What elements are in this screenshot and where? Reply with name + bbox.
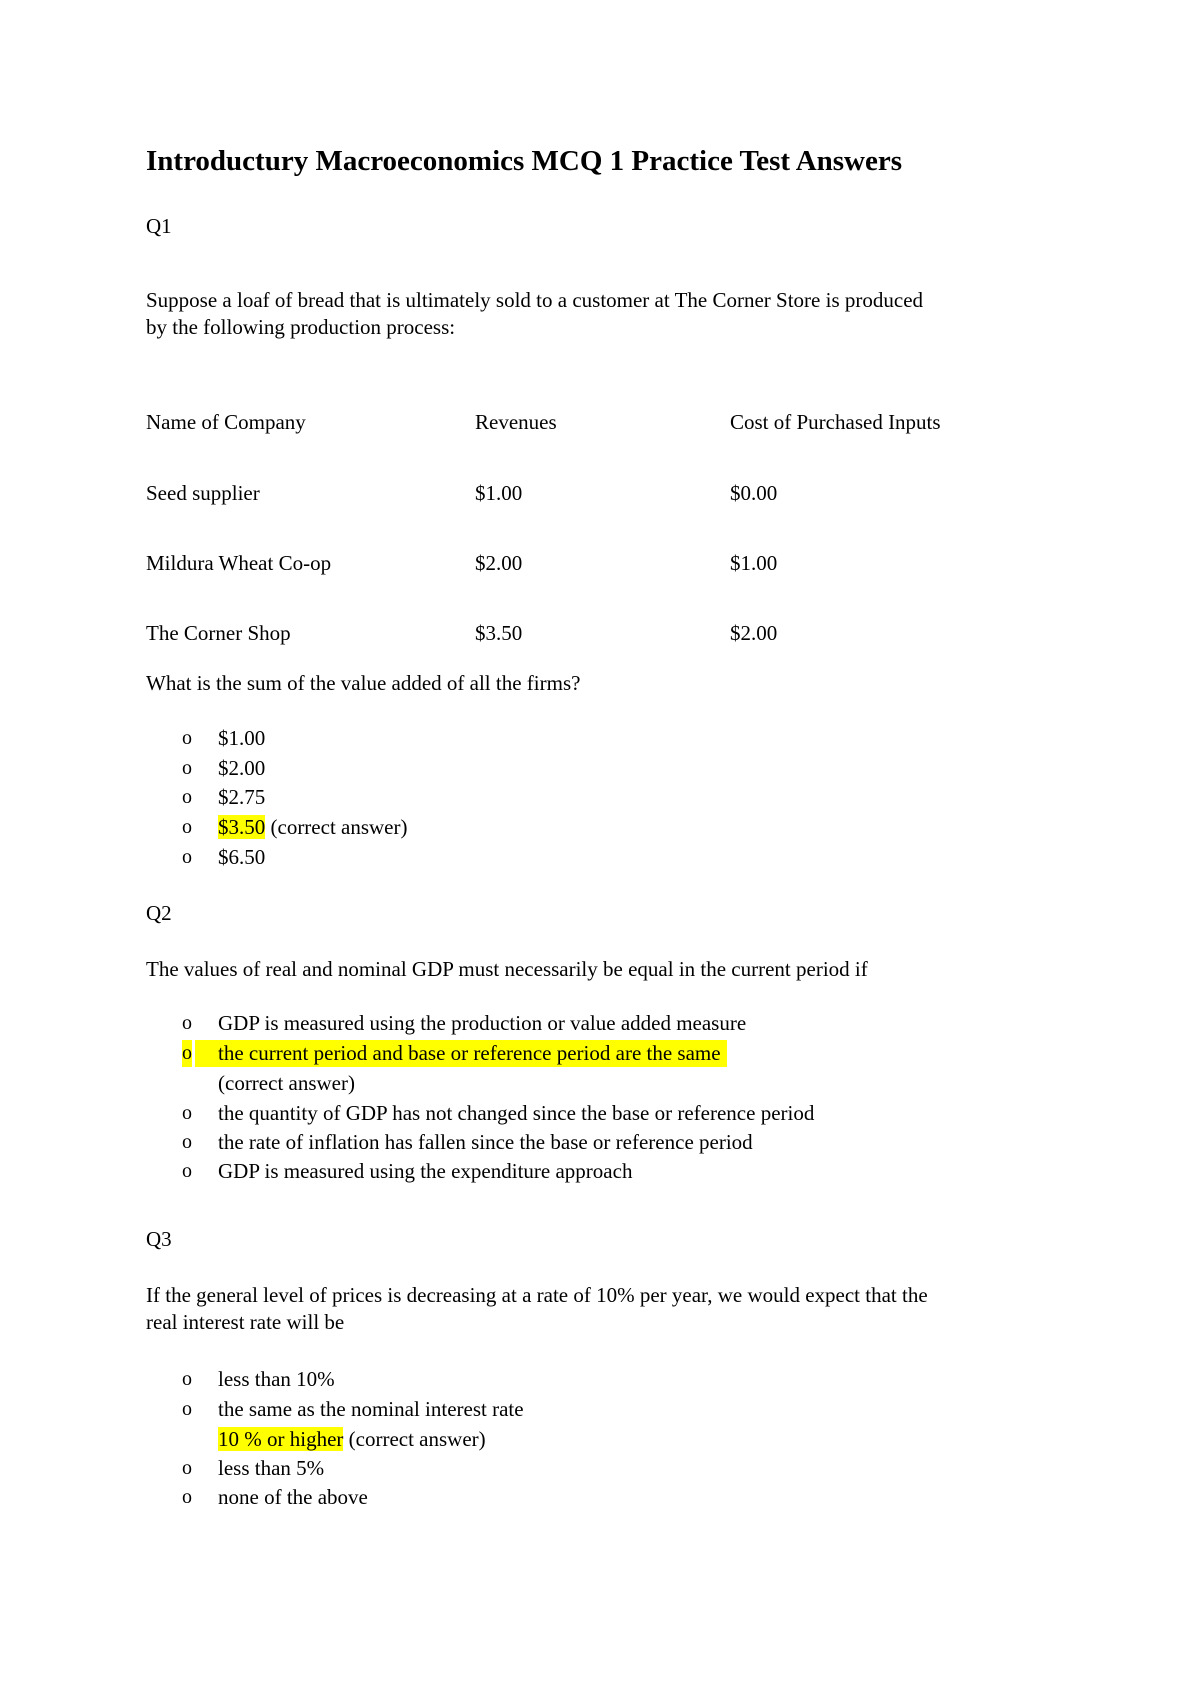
option-bullet: o [182, 727, 192, 749]
table-header-revenues: Revenues [475, 410, 557, 434]
option-text: $2.75 [218, 785, 266, 809]
table-cell-company: Mildura Wheat Co-op [146, 551, 332, 575]
correct-answer-note: (correct answer) [270, 815, 408, 839]
option-correct [218, 1426, 486, 1453]
option-bullet: o [182, 1486, 192, 1508]
option-text: GDP is measured using the production or value added measure [218, 1011, 747, 1035]
document-title: Introductury Macroeconomics MCQ 1 Practice Test Answers [146, 145, 903, 177]
option-text: the same as the nominal interest rate [218, 1397, 524, 1421]
option-bullet: o [182, 1457, 192, 1479]
option-bullet: o [182, 1012, 192, 1034]
option-bullet: o [182, 757, 192, 779]
table-cell-company: The Corner Shop [146, 621, 291, 645]
q2-label: Q2 [146, 901, 172, 925]
table-cell-revenue: $1.00 [475, 481, 523, 505]
option-bullet: o [182, 1102, 192, 1124]
table-cell-revenue: $3.50 [475, 621, 523, 645]
option-bullet: o [182, 1040, 192, 1067]
correct-answer-note: (correct answer) [218, 1071, 355, 1095]
table-cell-cost: $0.00 [730, 481, 778, 505]
option-bullet: o [182, 1160, 192, 1182]
option-text: $1.00 [218, 726, 266, 750]
option-bullet: o [182, 1368, 192, 1390]
option-text: $6.50 [218, 845, 266, 869]
option-bullet: o [182, 816, 192, 838]
q1-label: Q1 [146, 214, 172, 238]
correct-answer-note: (correct answer) [348, 1427, 486, 1451]
option-correct: the current period and base or reference period are the same [218, 1040, 727, 1067]
option-text: less than 5% [218, 1456, 325, 1480]
option-text: less than 10% [218, 1367, 335, 1391]
table-cell-cost: $1.00 [730, 551, 778, 575]
option-text: the quantity of GDP has not changed since the base or reference period [218, 1101, 815, 1125]
q3-stem-line-1: If the general level of prices is decreasing at a rate of 10% per year, we would expect that the [146, 1283, 928, 1307]
correct-highlight: $3.50 [218, 815, 266, 839]
highlight-gap [195, 1040, 218, 1067]
correct-highlight: 10 % or higher [218, 1427, 344, 1451]
q2-question: The values of real and nominal GDP must necessarily be equal in the current period if [146, 957, 868, 981]
table-cell-cost: $2.00 [730, 621, 778, 645]
q3-label: Q3 [146, 1227, 172, 1251]
option-text: GDP is measured using the expenditure approach [218, 1159, 633, 1183]
option-bullet: o [182, 1398, 192, 1420]
q1-stem-line-2: by the following production process: [146, 315, 456, 339]
table-cell-revenue: $2.00 [475, 551, 523, 575]
option-text: $2.00 [218, 756, 266, 780]
option-bullet: o [182, 786, 192, 808]
option-bullet: o [182, 846, 192, 868]
option-text: none of the above [218, 1485, 368, 1509]
option-correct [218, 814, 408, 841]
q1-question: What is the sum of the value added of all the firms? [146, 671, 581, 695]
q3-stem-line-2: real interest rate will be [146, 1310, 345, 1334]
table-header-cost: Cost of Purchased Inputs [730, 410, 941, 434]
option-bullet: o [182, 1131, 192, 1153]
table-cell-company: Seed supplier [146, 481, 260, 505]
table-header-company: Name of Company [146, 410, 306, 434]
option-text: the rate of inflation has fallen since the base or reference period [218, 1130, 753, 1154]
q1-stem-line-1: Suppose a loaf of bread that is ultimately sold to a customer at The Corner Store is produced [146, 288, 924, 312]
